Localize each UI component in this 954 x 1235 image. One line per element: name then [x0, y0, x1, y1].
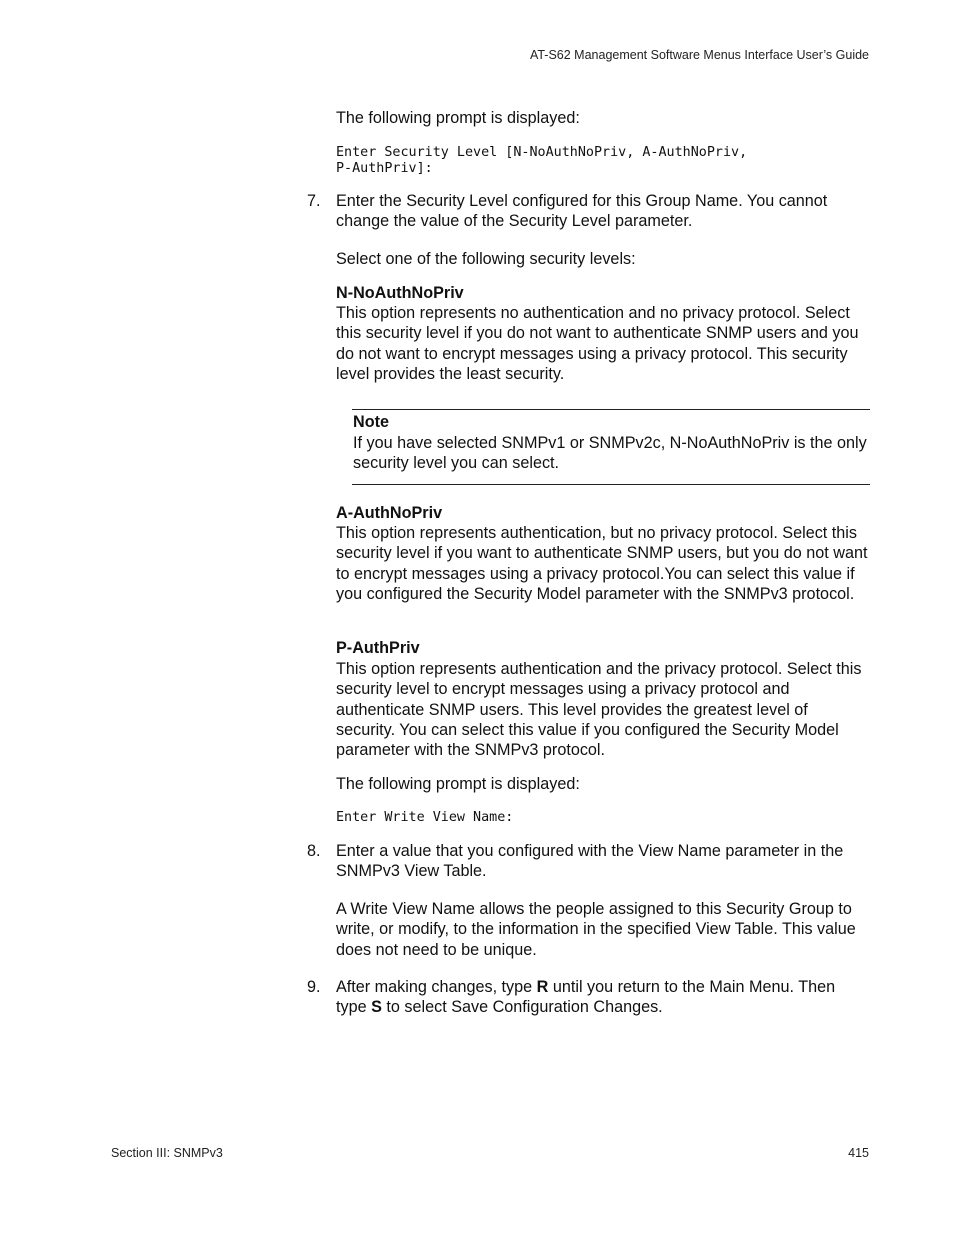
- prompt-intro: The following prompt is displayed:: [336, 775, 580, 793]
- step-9-text-b: until you return to the Main Menu. Then type: [336, 978, 836, 1017]
- authpriv-text: This option represents authentication and the privacy protocol. Select this security level to encrypt messages using a privacy protocol and authenticate SNMP users. This level provides the greatest level of security. You can select this value if you configured the Security Model parameter with the SNMPv3 protocol.: [336, 660, 862, 760]
- step-8-text: Enter a value that you configured with the View Name parameter in the SNMPv3 View Table.: [336, 842, 844, 881]
- step-number: 7.: [307, 192, 321, 210]
- note-text: If you have selected SNMPv1 or SNMPv2c, N-NoAuthNoPriv is the only security level you can select.: [353, 434, 867, 473]
- step-9-text-c: to select Save Configuration Changes.: [381, 998, 663, 1017]
- select-levels-text: Select one of the following security levels:: [336, 250, 636, 268]
- step-number: 8.: [307, 842, 321, 860]
- prompt-intro: The following prompt is displayed:: [336, 109, 580, 127]
- key-s: S: [371, 998, 382, 1017]
- step-8-explanation: A Write View Name allows the people assigned to this Security Group to write, or modify, to the information in the specified View Table. This value does not need to be unique.: [336, 900, 856, 959]
- step-number: 9.: [307, 978, 321, 996]
- noauthnopriv-heading: N-NoAuthNoPriv: [336, 284, 464, 302]
- step-7-text: Enter the Security Level configured for this Group Name. You cannot change the value of the Security Level parameter.: [336, 192, 828, 231]
- key-r: R: [536, 978, 549, 996]
- authnopriv-heading: A-AuthNoPriv: [336, 504, 443, 522]
- code-write-view-prompt: Enter Write View Name:: [336, 810, 514, 825]
- note-title: Note: [353, 413, 389, 431]
- authnopriv-text: This option represents authentication, but no privacy protocol. Select this security level if you want to authenticate SNMP users, but you do not want to encrypt messages using a privacy protocol.You can select this value if you configured the Security Model parameter with the SNMPv3 protocol.: [336, 524, 868, 603]
- footer-section: Section III: SNMPv3: [111, 1146, 223, 1160]
- code-security-level-prompt: Enter Security Level [N-NoAuthNoPriv, A-AuthNoPriv, P-AuthPriv]:: [336, 145, 748, 176]
- authpriv-heading: P-AuthPriv: [336, 639, 420, 657]
- running-header: AT-S62 Management Software Menus Interface User’s Guide: [529, 48, 869, 62]
- step-9-text-a: After making changes, type: [336, 978, 537, 996]
- page-number: 415: [848, 1146, 869, 1160]
- noauthnopriv-text: This option represents no authentication and no privacy protocol. Select this security level if you do not want to authenticate SNMP users and you do not want to encrypt messages using a privacy protocol. This security level provides the least security.: [336, 304, 859, 383]
- step-9-text: [336, 977, 870, 1018]
